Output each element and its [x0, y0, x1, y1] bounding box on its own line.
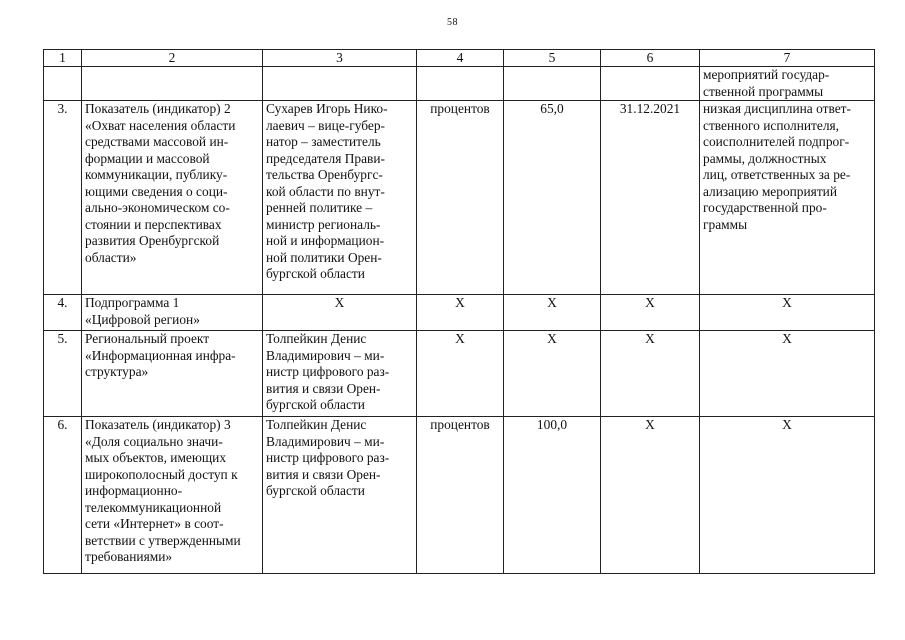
- column-header: 7: [700, 50, 875, 67]
- responsible-cell: X: [263, 295, 417, 331]
- page-number: 58: [447, 17, 458, 28]
- column-header: 2: [82, 50, 263, 67]
- row-number-cell: 6.: [44, 417, 82, 574]
- column-header: 4: [417, 50, 504, 67]
- responsible-cell: Толпейкин Денис Владимирович – ми- нистр цифрового раз- вития и связи Орен- бургской области: [263, 331, 417, 417]
- risks-cell: X: [700, 295, 875, 331]
- risks-cell: низкая дисциплина ответ- ственного исполнителя, соисполнителей подпрог- раммы, должностных лиц, ответственных за ре- ализацию мероприятий государственной про- граммы: [700, 101, 875, 295]
- date-cell: 31.12.2021: [601, 101, 700, 295]
- responsible-cell: Сухарев Игорь Нико- лаевич – вице-губер- натор – заместитель председателя Прави- тельства Оренбургс- кой области по внут- ренней политике – министр региональ- ной и информацион- ной политики Орен- бургской области: [263, 101, 417, 295]
- program-indicators-table: [43, 49, 875, 574]
- column-header: 1: [44, 50, 82, 67]
- unit-cell: X: [417, 295, 504, 331]
- row-number-cell: 3.: [44, 101, 82, 295]
- unit-cell: [417, 67, 504, 101]
- responsible-cell: Толпейкин Денис Владимирович – ми- нистр цифрового раз- вития и связи Орен- бургской области: [263, 417, 417, 574]
- name-cell: Показатель (индикатор) 2 «Охват населения области средствами массовой ин- формации и массовой коммуникации, публику- ющими сведения о соци- ально-экономическом со- стоянии и перспективах развития Оренбургской области»: [82, 101, 263, 295]
- responsible-cell: [263, 67, 417, 101]
- risks-cell: X: [700, 331, 875, 417]
- unit-cell: процентов: [417, 417, 504, 574]
- date-cell: [601, 67, 700, 101]
- table-row: [44, 417, 875, 574]
- value-cell: [504, 67, 601, 101]
- value-cell: X: [504, 331, 601, 417]
- column-header: 6: [601, 50, 700, 67]
- name-cell: Региональный проект «Информационная инфра- структура»: [82, 331, 263, 417]
- name-cell: Подпрограмма 1 «Цифровой регион»: [82, 295, 263, 331]
- date-cell: X: [601, 295, 700, 331]
- unit-cell: процентов: [417, 101, 504, 295]
- risks-cell: X: [700, 417, 875, 574]
- name-cell: Показатель (индикатор) 3 «Доля социально значи- мых объектов, имеющих широкополосный доступ к информационно- телекоммуникационной сети «Интернет» в соот- ветствии с утвержденными требованиями»: [82, 417, 263, 574]
- unit-cell: X: [417, 331, 504, 417]
- row-number-cell: [44, 67, 82, 101]
- value-cell: X: [504, 295, 601, 331]
- table-row: [44, 101, 875, 295]
- table-row: [44, 331, 875, 417]
- risks-cell: мероприятий государ- ственной программы: [700, 67, 875, 101]
- column-header: 5: [504, 50, 601, 67]
- date-cell: X: [601, 331, 700, 417]
- value-cell: 100,0: [504, 417, 601, 574]
- row-number-cell: 5.: [44, 331, 82, 417]
- date-cell: X: [601, 417, 700, 574]
- table-row: [44, 295, 875, 331]
- row-number-cell: 4.: [44, 295, 82, 331]
- value-cell: 65,0: [504, 101, 601, 295]
- table-row: [44, 67, 875, 101]
- name-cell: [82, 67, 263, 101]
- column-header: 3: [263, 50, 417, 67]
- column-number-row: [44, 50, 875, 67]
